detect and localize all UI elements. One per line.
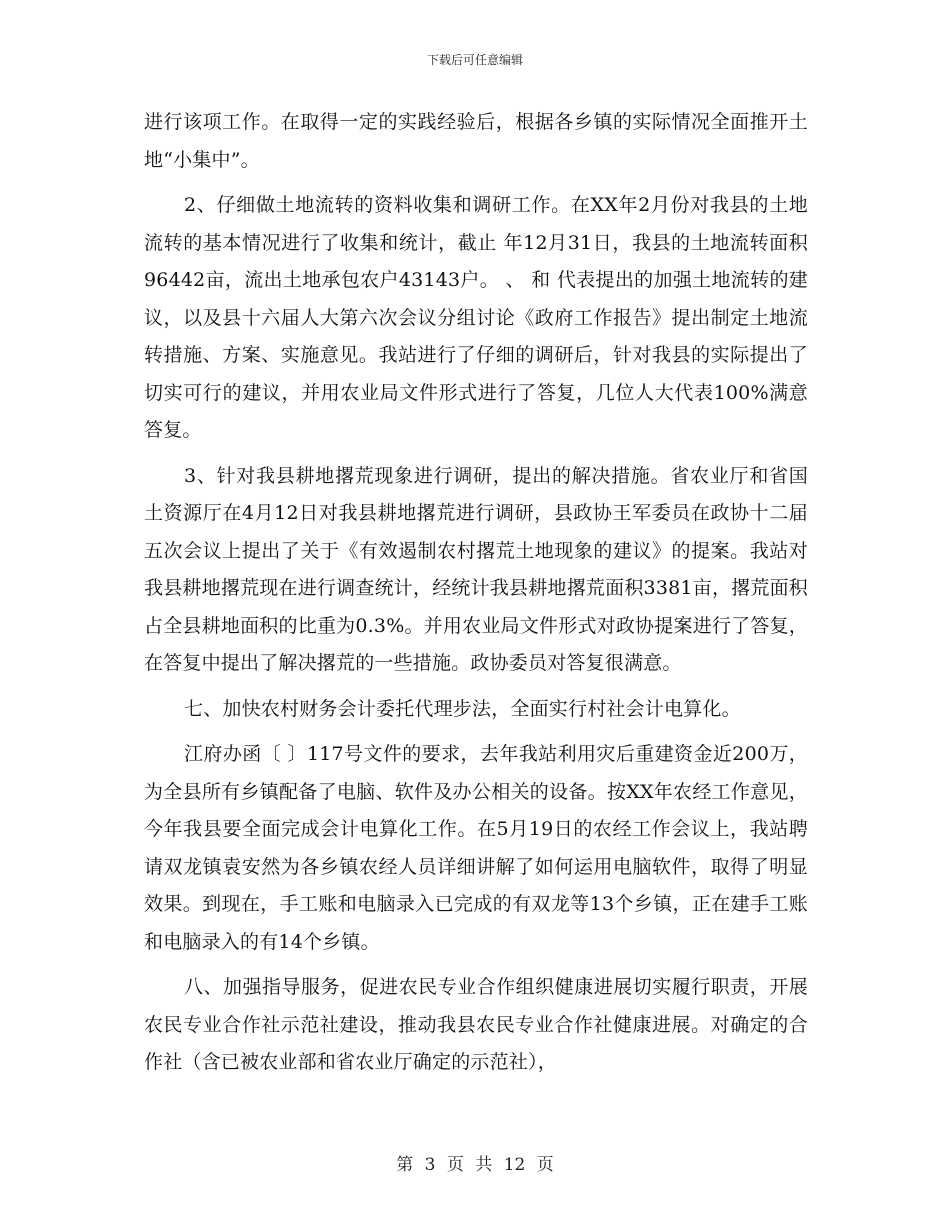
document-body — [144, 104, 808, 1090]
page-number-footer: 第 3 页 共 12 页 — [396, 1155, 554, 1175]
section-heading-7: 七、加快农村财务会计委托代理步法，全面实行村社会计电算化。 — [184, 697, 741, 720]
paragraph-3: 3、针对我县耕地撂荒现象进行调研，提出的解决措施。省农业厅和省国土资源厅在4月12日对我县耕地撂荒进行调研，县政协王军委员在政协十二届五次会议上提出了关于《有效遏制农村撂荒土地现象的建议》的提案。我站对我县耕地撂荒现在进行调查统计，经统计我县耕地撂荒面积3381亩，撂荒面积占全县耕地面积的比重为0.3%。并用农业局文件形式对政协提案进行了答复，在答复中提出了解决撂荒的一些措施。政协委员对答复很满意。 — [144, 464, 808, 674]
paragraph-2: 2、仔细做土地流转的资料收集和调研工作。在XX年2月份对我县的土地流转的基本情况进行了收集和统计，截止 年12月31日，我县的土地流转面积96442亩，流出土地承包农户43143户。 、 和 代表提出的加强土地流转的建议，以及县十六届人大第六次会议分组讨论《政府工作报告》提出制定土地流转措施、方案、实施意见。我站进行了仔细的调研后，针对我县的实际提出了切实可行的建议，并用农业局文件形式进行了答复，几位人大代表100%满意答复。 — [144, 194, 808, 441]
paragraph-1: 进行该项工作。在取得一定的实践经验后，根据各乡镇的实际情况全面推开土地“小集中”。 — [144, 111, 808, 171]
section-heading-8: 八、加强指导服务，促进农民专业合作组织健康进展切实履行职责，开展农民专业合作社示范社建设，推动我县农民专业合作社健康进展。对确定的合作社（含已被农业部和省农业厅确定的示范社）， — [144, 976, 808, 1073]
paragraph-5: 江府办函〔 〕117号文件的要求，去年我站利用灾后重建资金近200万，为全县所有乡镇配备了电脑、软件及办公相关的设备。按XX年农经工作意见，今年我县要全面完成会计电算化工作。在5月19日的农经工作会议上，我站聘请双龙镇袁安然为各乡镇农经人员详细讲解了如何运用电脑软件，取得了明显效果。到现在，手工账和电脑录入已完成的有双龙等13个乡镇，正在建手工账和电脑录入的有14个乡镇。 — [144, 743, 808, 953]
page-header: 下载后可任意编辑 — [426, 53, 523, 67]
